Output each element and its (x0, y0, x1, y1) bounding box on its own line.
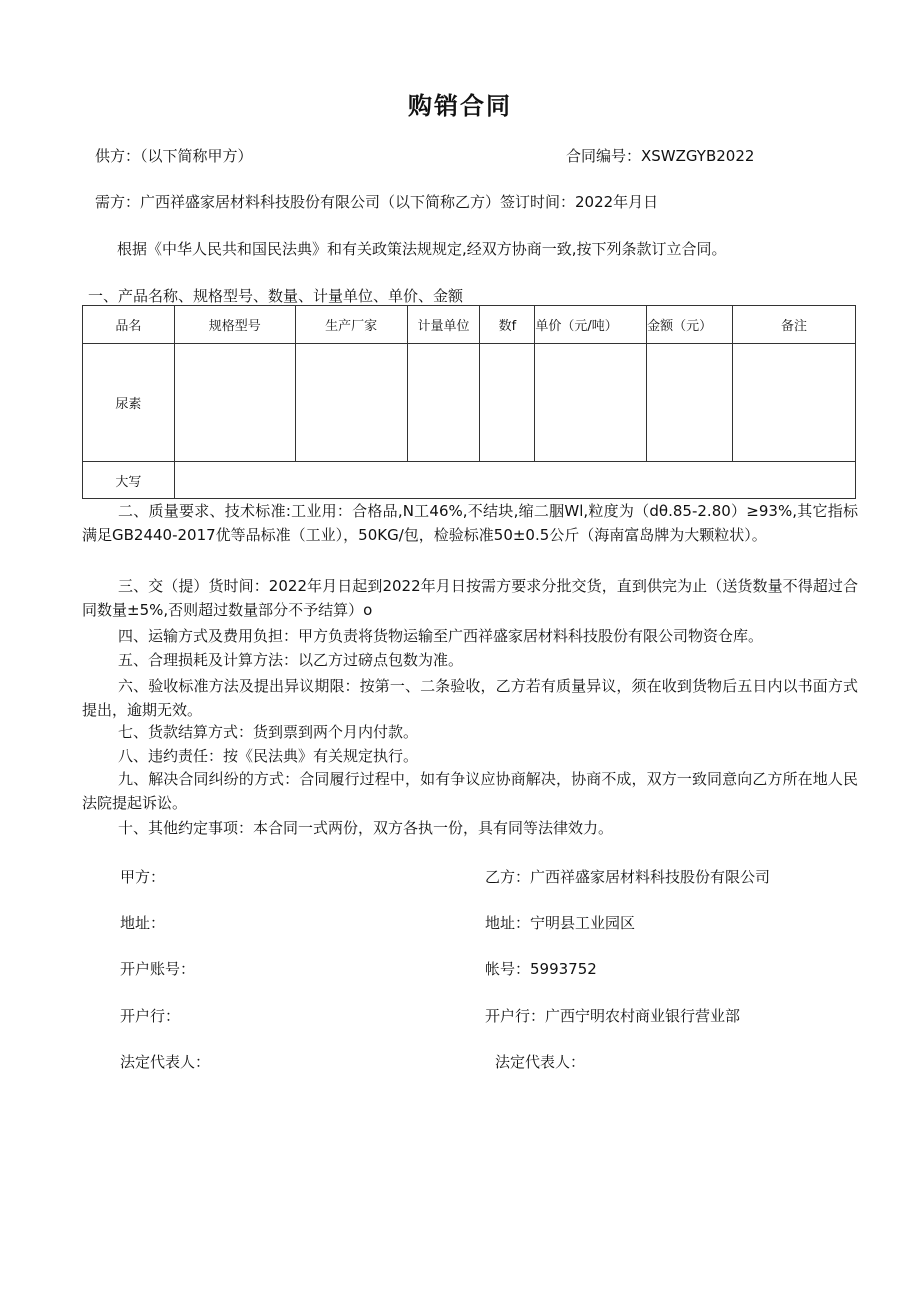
header-cell: 单价（元/吨） (535, 306, 647, 344)
clause-9: 九、解决合同纠纷的方式：合同履行过程中，如有争议应协商解决，协商不成，双方一致同意向乙方所在地人民法院提起诉讼。 (82, 770, 858, 812)
table-cell (407, 344, 480, 462)
table-cell (174, 344, 295, 462)
table-cell (647, 344, 733, 462)
clause-7: 七、货款结算方式：货到票到两个月内付款。 (118, 723, 419, 741)
preamble: 根据《中华人民共和国民法典》和有关政策法规规定,经双方协商一致,按下列条款订立合同。 (117, 240, 727, 258)
party-b-address: 地址：宁明县工业园区 (485, 914, 636, 932)
party-a-name: 甲方： (120, 868, 166, 886)
party-a-bank: 开户行： (120, 1007, 181, 1025)
header-cell: 品名 (83, 306, 175, 344)
table-cell (295, 344, 407, 462)
capital-amount-cell (174, 462, 855, 499)
party-a-address: 地址： (120, 914, 166, 932)
party-b-name: 乙方：广西祥盛家居材料科技股份有限公司 (485, 868, 771, 886)
clause-10: 十、其他约定事项：本合同一式两份，双方各执一份，具有同等法律效力。 (118, 819, 614, 837)
supplier-line: 供方：（以下简称甲方） (95, 147, 253, 165)
product-name-cell: 尿素 (83, 344, 175, 462)
table-cell (733, 344, 856, 462)
party-b-bank: 开户行：广西宁明农村商业银行营业部 (485, 1007, 741, 1025)
party-a-account: 开户账号： (120, 960, 196, 978)
table-row (83, 344, 856, 462)
capital-amount-row (83, 462, 856, 499)
header-cell: 备注 (733, 306, 856, 344)
capital-label: 大写 (83, 462, 175, 499)
table-cell (480, 344, 535, 462)
buyer-line: 需方：广西祥盛家居材料科技股份有限公司（以下简称乙方）签订时间：2022年月日 (95, 193, 659, 211)
product-table (82, 305, 856, 499)
document-title: 购销合同 (408, 92, 512, 120)
clause-2: 二、质量要求、技术标准:工业用：合格品,N工46%,不结块,缩二胭Wl,粒度为（dθ.85-2.80）≥93%,其它指标满足GB2440-2017优等品标准（工业），50KG/包，检验标准50±0.5公斤（海南富岛牌为大颗粒状）。 (82, 502, 858, 544)
clause-3: 三、交（提）货时间：2022年月日起到2022年月日按需方要求分批交货，直到供完为止（送货数量不得超过合同数量±5%,否则超过数量部分不予结算）o (82, 577, 858, 619)
party-b-account: 帐号：5993752 (485, 960, 597, 978)
party-a-representative: 法定代表人： (120, 1053, 211, 1071)
header-cell: 规格型号 (174, 306, 295, 344)
party-b-representative: 法定代表人： (495, 1053, 586, 1071)
table-cell (535, 344, 647, 462)
table-header-row (83, 306, 856, 344)
clause-8: 八、违约责任：按《民法典》有关规定执行。 (118, 747, 419, 765)
header-cell: 生产厂家 (295, 306, 407, 344)
header-cell: 金额（元） (647, 306, 733, 344)
clause-6: 六、验收标准方法及提出异议期限：按第一、二条验收，乙方若有质量异议，须在收到货物后五日内以书面方式提出，逾期无效。 (82, 677, 858, 719)
contract-number: 合同编号：XSWZGYB2022 (566, 147, 755, 165)
clause-4: 四、运输方式及费用负担：甲方负责将货物运输至广西祥盛家居材料科技股份有限公司物资仓库。 (118, 627, 764, 645)
header-cell: 计量单位 (407, 306, 480, 344)
clause-5: 五、合理损耗及计算方法：以乙方过磅点包数为准。 (118, 651, 464, 669)
section-1-heading: 一、产品名称、规格型号、数量、计量单位、单价、金额 (88, 287, 464, 305)
header-cell: 数f (480, 306, 535, 344)
